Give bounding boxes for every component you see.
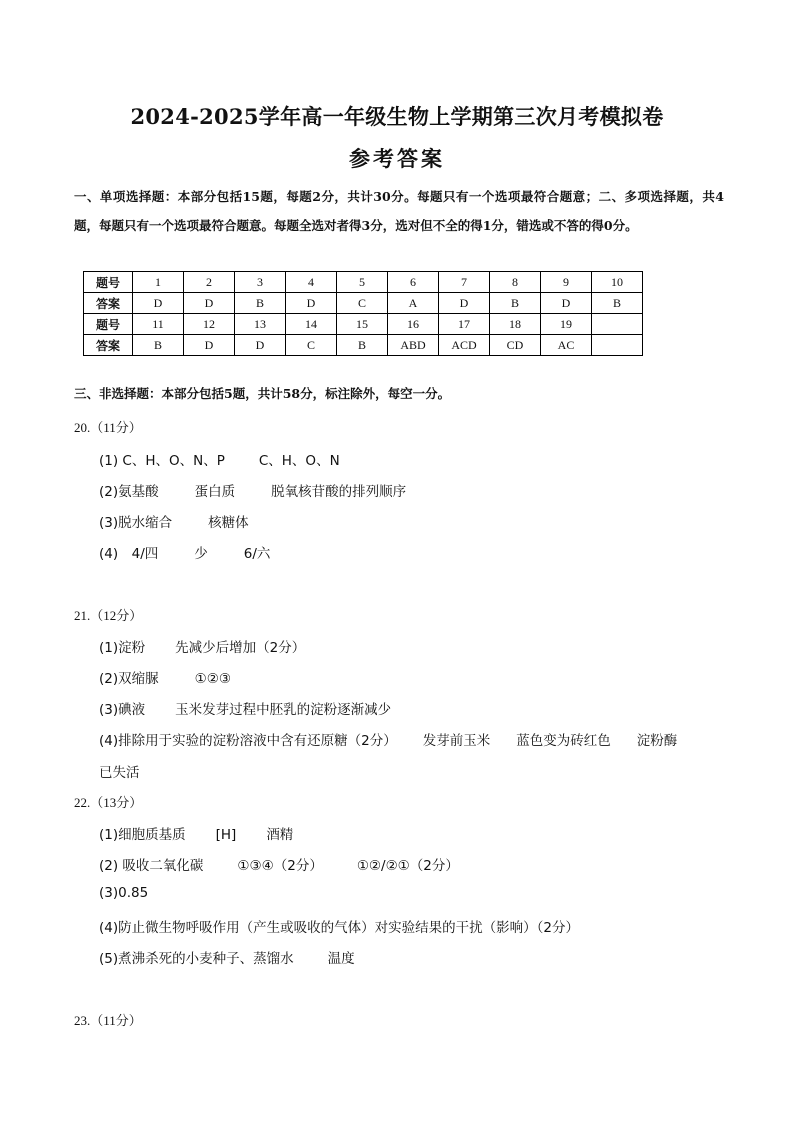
answer-text: ①③④（2分） (237, 858, 323, 874)
answer-text: 蓝色变为砖红色 (516, 733, 611, 749)
answer-text: (2)双缩脲 (99, 671, 159, 687)
answer-text: 温度 (327, 951, 355, 967)
table-cell: B (133, 335, 184, 356)
table-cell: B (337, 335, 388, 356)
q21-answer-1 (99, 636, 305, 656)
table-cell: 18 (490, 314, 541, 335)
q20-answer-3 (99, 511, 249, 531)
answer-text: 6/六 (243, 546, 271, 562)
answer-text: (1)细胞质基质 (99, 827, 186, 843)
q23-header: 23.（11分） (74, 1013, 142, 1028)
answer-text: (2) 吸收二氧化碳 (99, 858, 204, 874)
row-label: 题号 (84, 314, 133, 335)
q22-answer-5 (99, 947, 355, 967)
answer-text: (1) C、H、O、N、P (99, 453, 225, 469)
table-cell: 4 (286, 272, 337, 293)
table-row-answers-1 (84, 293, 643, 314)
page-title: 2024-2025学年高一年级生物上学期第三次月考模拟卷 (130, 104, 664, 129)
answer-text: [H] (215, 827, 237, 843)
table-row-questions-2 (84, 314, 643, 335)
answer-text: ①②/②①（2分） (356, 858, 459, 874)
answer-text: 核糖体 (208, 515, 249, 531)
table-row-questions-1 (84, 272, 643, 293)
answer-text: (2)氨基酸 (99, 484, 159, 500)
table-cell: B (490, 293, 541, 314)
answer-text: (4)排除用于实验的淀粉溶液中含有还原糖（2分） (99, 733, 397, 749)
table-cell: 8 (490, 272, 541, 293)
table-cell: D (133, 293, 184, 314)
q20-answer-2 (99, 480, 406, 500)
table-cell: ACD (439, 335, 490, 356)
q22-answer-1 (99, 823, 293, 843)
answer-text: (3)脱水缩合 (99, 515, 173, 531)
table-cell: 11 (133, 314, 184, 335)
section-1-2-instructions: 一、单项选择题：本部分包括15题，每题2分，共计30分。每题只有一个选项最符合题意；二、多项选择题，共4题，每题只有一个选项最符合题意。每题全选对者得3分，选对但不全的得1分，错选或不答的得0分。 (74, 189, 724, 233)
table-cell: 17 (439, 314, 490, 335)
table-cell: 7 (439, 272, 490, 293)
answer-text: ①②③ (194, 671, 231, 687)
q20-answer-4 (99, 542, 270, 562)
table-cell: 6 (388, 272, 439, 293)
table-row-answers-2 (84, 335, 643, 356)
table-cell: D (184, 335, 235, 356)
q21-answer-4-continued: 已失活 (99, 765, 140, 781)
q21-answer-4 (99, 729, 677, 749)
table-cell: B (235, 293, 286, 314)
table-cell: C (286, 335, 337, 356)
answer-text: 先减少后增加（2分） (175, 640, 306, 656)
table-cell: 9 (541, 272, 592, 293)
table-cell: 10 (592, 272, 643, 293)
q22-answer-3: (3)0.85 (99, 885, 149, 901)
table-cell: AC (541, 335, 592, 356)
table-cell: D (184, 293, 235, 314)
table-cell: D (439, 293, 490, 314)
q21-header: 21.（12分） (74, 608, 143, 623)
answer-text: 玉米发芽过程中胚乳的淀粉逐渐减少 (175, 702, 392, 718)
table-cell: D (286, 293, 337, 314)
answer-table (83, 271, 643, 356)
row-label: 答案 (84, 335, 133, 356)
q22-answer-4: (4)防止微生物呼吸作用（产生或吸收的气体）对实验结果的干扰（影响）（2分） (99, 920, 579, 936)
section-3-instructions: 三、非选择题：本部分包括5题，共计58分，标注除外，每空一分。 (74, 386, 451, 401)
q20-header: 20.（11分） (74, 420, 142, 435)
answer-text: 少 (194, 546, 208, 562)
answer-text: (4) 4/四 (99, 546, 159, 562)
table-cell: 19 (541, 314, 592, 335)
table-cell: 3 (235, 272, 286, 293)
table-cell: 1 (133, 272, 184, 293)
table-cell: 12 (184, 314, 235, 335)
answer-text: C、H、O、N (258, 453, 340, 469)
q20-answer-1 (99, 449, 340, 469)
answer-text: 酒精 (266, 827, 294, 843)
q22-answer-2 (99, 854, 459, 874)
table-cell (592, 314, 643, 335)
q21-answer-2 (99, 667, 231, 687)
table-cell: 5 (337, 272, 388, 293)
table-cell: 2 (184, 272, 235, 293)
answer-text: (3)碘液 (99, 702, 146, 718)
answer-text: 发芽前玉米 (422, 733, 491, 749)
table-cell: CD (490, 335, 541, 356)
table-cell: 15 (337, 314, 388, 335)
answer-text: 淀粉酶 (636, 733, 678, 749)
table-cell: 16 (388, 314, 439, 335)
answer-text: 脱氧核苷酸的排列顺序 (271, 484, 407, 500)
table-cell: B (592, 293, 643, 314)
answer-text: (1)淀粉 (99, 640, 146, 656)
table-cell: D (541, 293, 592, 314)
table-cell: ABD (388, 335, 439, 356)
q22-header: 22.（13分） (74, 795, 143, 810)
table-cell: 13 (235, 314, 286, 335)
row-label: 题号 (84, 272, 133, 293)
q21-answer-3 (99, 698, 391, 718)
table-cell (592, 335, 643, 356)
table-cell: A (388, 293, 439, 314)
table-cell: 14 (286, 314, 337, 335)
row-label: 答案 (84, 293, 133, 314)
table-cell: C (337, 293, 388, 314)
answer-text: 蛋白质 (194, 484, 236, 500)
answer-text: (5)煮沸杀死的小麦种子、蒸馏水 (99, 951, 294, 967)
page-subtitle: 参考答案 (349, 146, 445, 171)
table-cell: D (235, 335, 286, 356)
